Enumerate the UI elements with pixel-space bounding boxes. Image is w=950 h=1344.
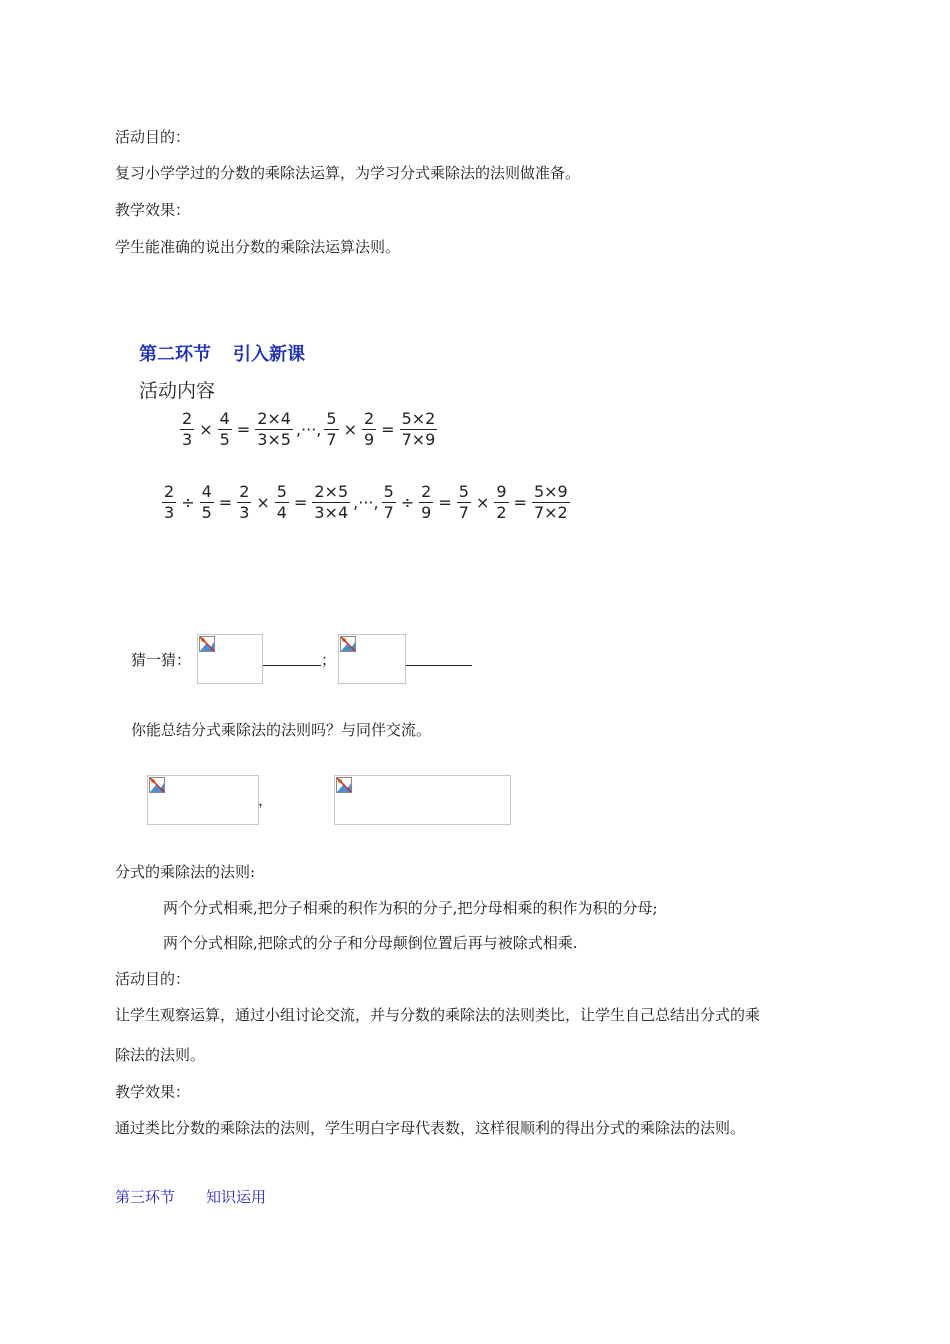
activity-goal-text-line1: 让学生观察运算，通过小组讨论交流，并与分数的乘除法的法则类比，让学生自己总结出分式的乘 <box>115 1006 761 1024</box>
comma: ， <box>258 791 274 809</box>
activity-goal-text: 复习小学学过的分数的乘除法运算，为学习分式乘除法的法则做准备。 <box>115 164 581 182</box>
section2-title <box>139 340 305 366</box>
broken-image-placeholder <box>334 775 511 825</box>
section2-title-a: 第二环节 <box>139 344 211 365</box>
fraction: $\frac{5\times 9}{7\times 2}$ <box>533 482 568 522</box>
fraction: $\frac{5}{7}$ <box>326 409 337 449</box>
separator: ； <box>321 651 337 669</box>
broken-image-icon <box>149 777 165 793</box>
activity-goal-text-line2: 除法的法则。 <box>115 1046 206 1064</box>
fraction: $\frac{2}{9}$ <box>421 482 432 522</box>
broken-image-placeholder <box>338 634 406 684</box>
activity-content-label: 活动内容 <box>139 380 216 402</box>
rule-divide: 两个分式相除,把除式的分子和分母颠倒位置后再与被除式相乘. <box>163 934 578 952</box>
broken-image-placeholder <box>147 775 259 825</box>
rule-multiply: 两个分式相乘,把分子相乘的积作为积的分子,把分母相乘的积作为积的分母; <box>163 899 658 917</box>
broken-image-placeholder <box>197 634 263 684</box>
broken-image-icon <box>199 636 215 652</box>
equation-multiply: $\frac{2}{3}$ × $\frac{4}{5}$ = $\frac{2\times 4}{3\times 5}$ ,···, $\frac{5}{7}$ × $\frac{2}{9}$ = $\frac{5\times 2}{7\times 9}$ <box>182 409 436 449</box>
section3-title-a: 第三环节 <box>115 1188 176 1206</box>
fraction: $\frac{4}{5}$ <box>201 482 212 522</box>
fraction: $\frac{9}{2}$ <box>496 482 507 522</box>
answer-blank <box>263 665 321 666</box>
fraction: $\frac{2\times 4}{3\times 5}$ <box>257 409 291 449</box>
fraction: $\frac{5}{7}$ <box>458 482 469 522</box>
fraction: $\frac{5\times 2}{7\times 9}$ <box>401 409 436 449</box>
fraction: $\frac{5}{7}$ <box>383 482 394 522</box>
guess-label: 猜一猜： <box>131 651 192 669</box>
activity-goal-label: 活动目的： <box>115 970 191 988</box>
fraction: $\frac{2}{3}$ <box>164 482 175 522</box>
fraction: $\frac{5}{4}$ <box>276 482 287 522</box>
section3-title-b: 知识运用 <box>206 1188 267 1206</box>
equation-divide: $\frac{2}{3}$ ÷ $\frac{4}{5}$ = $\frac{2}{3}$ × $\frac{5}{4}$ = $\frac{2\times 5}{3\times 4}$ ,···, $\frac{5}{7}$ ÷ $\frac{2}{9}$ = $\frac{5}{7}$ × $\frac{9}{2}$ = $\frac{5\times 9}{7\times 2}$ <box>164 482 568 522</box>
teaching-effect-label: 教学效果： <box>115 1083 191 1101</box>
fraction: $\frac{4}{5}$ <box>219 409 230 449</box>
fraction: $\frac{2}{3}$ <box>239 482 250 522</box>
summarize-prompt: 你能总结分式乘除法的法则吗？与同伴交流。 <box>131 721 432 739</box>
broken-image-icon <box>340 636 356 652</box>
teaching-effect-label: 教学效果： <box>115 201 191 219</box>
answer-blank <box>406 665 472 666</box>
section2-title-b: 引入新课 <box>233 344 305 365</box>
broken-image-icon <box>336 777 352 793</box>
activity-goal-label: 活动目的： <box>115 128 191 146</box>
fraction: $\frac{2\times 5}{3\times 4}$ <box>314 482 349 522</box>
teaching-effect-text: 通过类比分数的乘除法的法则，学生明白字母代表数，这样很顺利的得出分式的乘除法的法则。 <box>115 1119 746 1137</box>
fraction: $\frac{2}{3}$ <box>182 409 193 449</box>
fraction: $\frac{2}{9}$ <box>363 409 375 449</box>
teaching-effect-text: 学生能准确的说出分数的乘除法运算法则。 <box>115 238 401 256</box>
rules-label: 分式的乘除法的法则: <box>115 863 256 881</box>
